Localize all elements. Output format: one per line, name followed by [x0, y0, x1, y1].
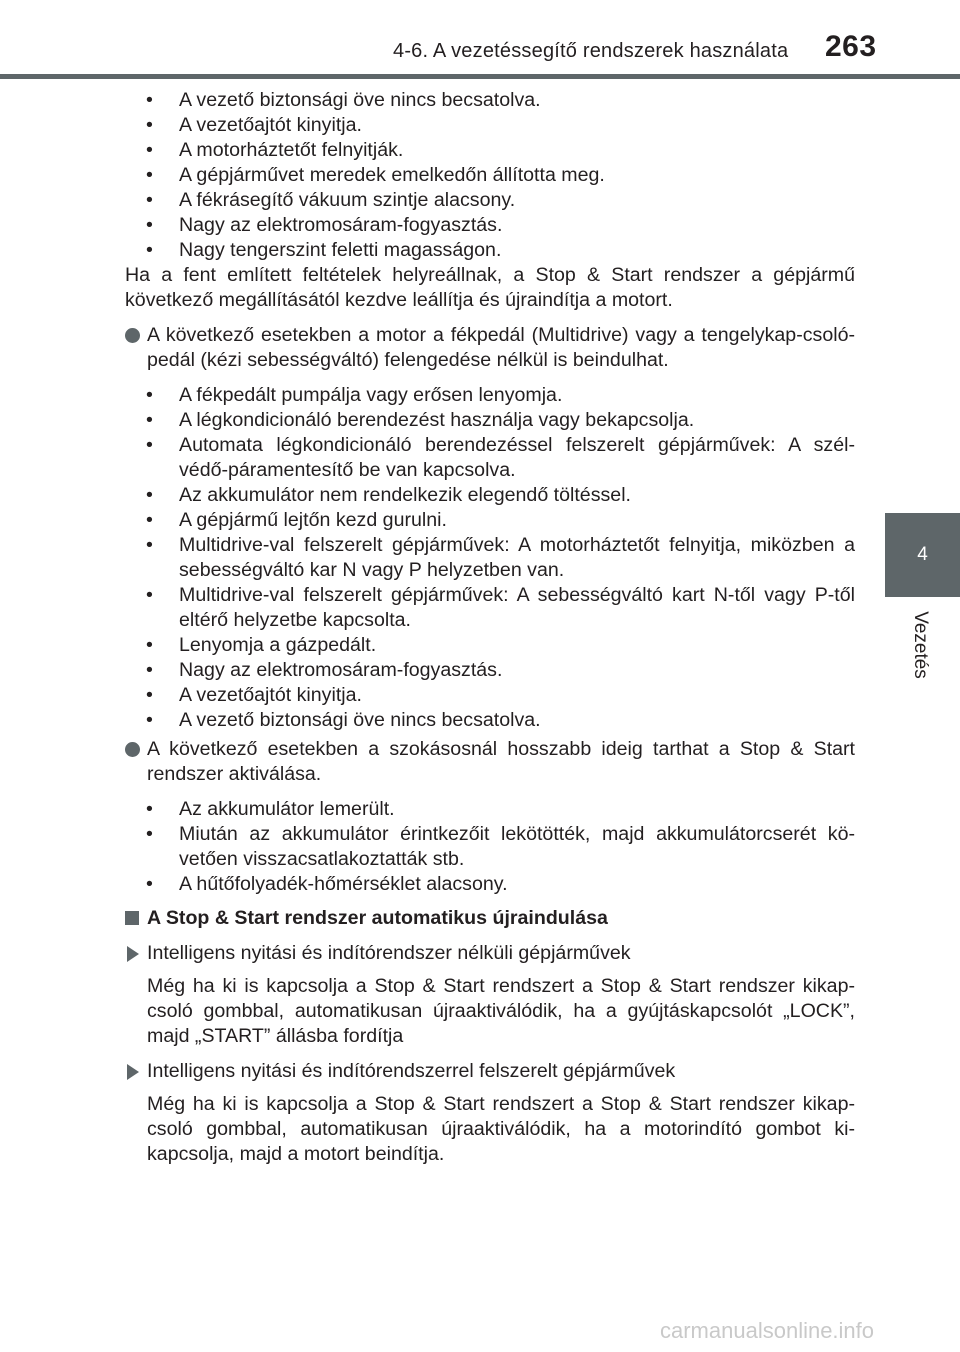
dot-icon	[125, 328, 140, 343]
square-icon	[125, 911, 139, 925]
subsection-heading-2	[125, 1059, 855, 1084]
chapter-tab	[885, 513, 960, 597]
bullet-list-3	[125, 797, 855, 897]
list-item: • Multidrive-val felszerelt gépjárművek: A sebességváltó kart N-től vagy P-től eltérő helyzetbe kapcsolta.	[143, 583, 855, 633]
watermark: carmanualsonline.info	[660, 1318, 875, 1343]
page-number: 263	[825, 30, 877, 63]
bullet-list-2	[125, 383, 855, 733]
paragraph: Ha a fent említett feltételek helyreállnak, a Stop & Start rendszer a gépjármű következő megállításától kezdve leállítja és újraindítja a motort.	[125, 264, 855, 311]
list-item: • A motorháztetőt felnyitják.	[143, 138, 855, 163]
list-item: • Az akkumulátor lemerült.	[143, 797, 855, 822]
chapter-label-text: Vezetés	[910, 611, 932, 679]
chapter-number: 4	[917, 544, 928, 565]
list-item: • A gépjárművet meredek emelkedőn állította meg.	[143, 163, 855, 188]
dot-paragraph-2	[125, 737, 855, 787]
list-item: • Nagy tengerszint feletti magasságon.	[143, 238, 855, 263]
list-item: • A hűtőfolyadék-hőmérséklet alacsony.	[143, 872, 855, 897]
dot-paragraph-text: A következő esetekben a motor a fékpedál (Multidrive) vagy a tengelykap-csoló-pedál (kézi sebességváltó) felengedése nélkül is beindulhat.	[147, 324, 855, 371]
chapter-label	[898, 606, 942, 684]
list-item: • A gépjármű lejtőn kezd gurulni.	[143, 508, 855, 533]
list-item: • A vezetőajtót kinyitja.	[143, 113, 855, 138]
dot-paragraph-1	[125, 323, 855, 373]
subsection-heading-1	[125, 941, 855, 966]
list-item: • Lenyomja a gázpedált.	[143, 633, 855, 658]
list-item: • Nagy az elektromosáram-fogyasztás.	[143, 658, 855, 683]
section-heading-text: A Stop & Start rendszer automatikus újraindulása	[147, 907, 608, 929]
subsection-text-2: Még ha ki is kapcsolja a Stop & Start rendszert a Stop & Start rendszer kikap-csoló gombbal, automatikusan újraaktiválódik, ha a motorindító gombot ki-kapcsolja, majd a motort beindítja.	[147, 1093, 855, 1165]
dot-icon	[125, 742, 140, 757]
list-item: • A fékpedált pumpálja vagy erősen lenyomja.	[143, 383, 855, 408]
list-item: • Nagy az elektromosáram-fogyasztás.	[143, 213, 855, 238]
bullet-list-1	[125, 88, 855, 263]
list-item: • A fékrásegítő vákuum szintje alacsony.	[143, 188, 855, 213]
header-title: 4-6. A vezetéssegítő rendszerek használata	[393, 40, 789, 62]
header-rule	[0, 74, 960, 79]
triangle-icon	[127, 1064, 139, 1080]
subsection-text-1: Még ha ki is kapcsolja a Stop & Start rendszert a Stop & Start rendszer kikap-csoló gombbal, automatikusan újraaktiválódik, ha a gyújtáskapcsolót „LOCK”, majd „START” állásba fordítja	[147, 975, 855, 1047]
list-item: • Automata légkondicionáló berendezéssel felszerelt gépjárművek: A szél-védő-páramentesítő be van kapcsolva.	[143, 433, 855, 483]
subsection-heading-text: Intelligens nyitási és indítórendszerrel felszerelt gépjárművek	[147, 1060, 676, 1082]
dot-paragraph-text: A következő esetekben a szokásosnál hosszabb ideig tarthat a Stop & Start rendszer aktiválása.	[147, 738, 855, 785]
list-item: • A vezető biztonsági öve nincs becsatolva.	[143, 88, 855, 113]
list-item: • A vezetőajtót kinyitja.	[143, 683, 855, 708]
subsection-heading-text: Intelligens nyitási és indítórendszer nélküli gépjárművek	[147, 942, 631, 964]
section-heading	[125, 906, 855, 931]
list-item: • A légkondicionáló berendezést használja vagy bekapcsolja.	[143, 408, 855, 433]
list-item: • Miután az akkumulátor érintkezőit lekötötték, majd akkumulátorcserét kö-vetően visszacsatlakoztatták stb.	[143, 822, 855, 872]
page-content	[125, 88, 855, 1167]
list-item: • A vezető biztonsági öve nincs becsatolva.	[143, 708, 855, 733]
list-item: • Multidrive-val felszerelt gépjárművek: A motorháztetőt felnyitja, miközben a sebességváltó kar N vagy P helyzetben van.	[143, 533, 855, 583]
triangle-icon	[127, 946, 139, 962]
list-item: • Az akkumulátor nem rendelkezik elegendő töltéssel.	[143, 483, 855, 508]
